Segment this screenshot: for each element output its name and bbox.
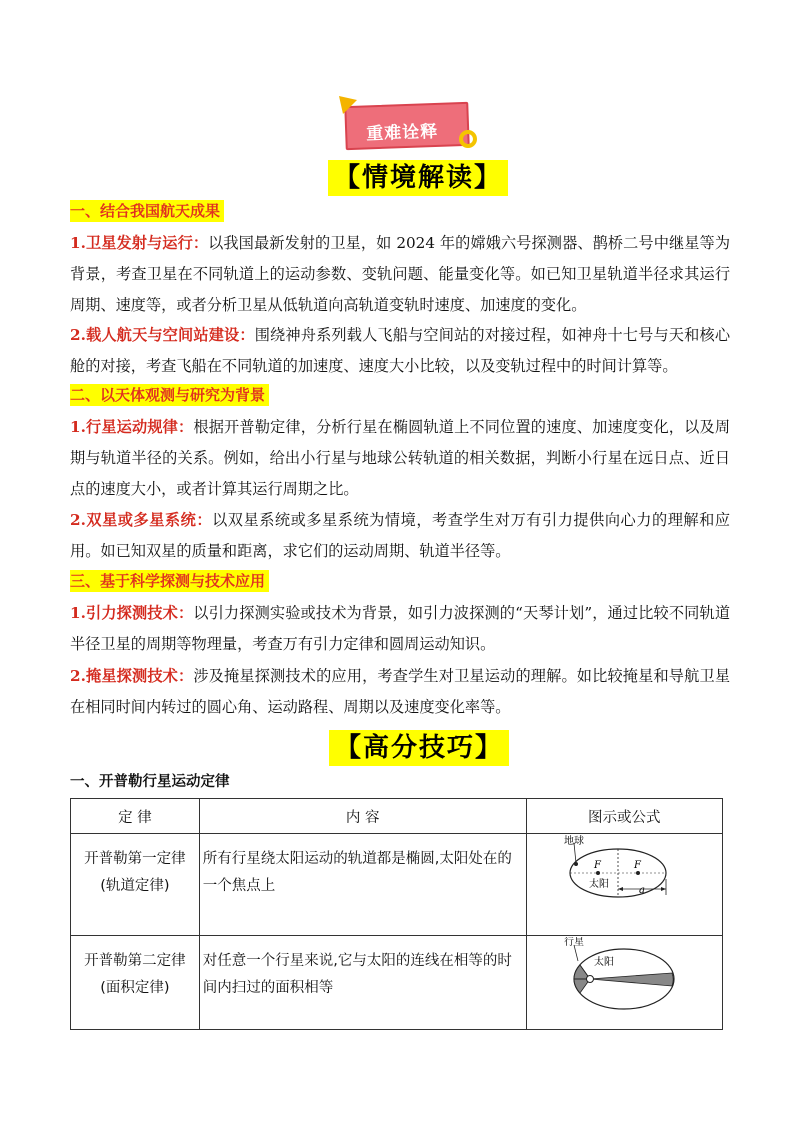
paragraph-lead: 2.载人航天与空间站建设： (70, 326, 255, 344)
paragraph-text: 以引力探测实验或技术为背景，如引力波探测的“天琴计划”，通过比较不同轨道半径卫星的周期等物理量，考查万有引力定律和圆周运动知识。 (70, 604, 731, 653)
law-name-cell (71, 936, 200, 1030)
section-heading-3: 三、基于科学探测与技术应用 (70, 570, 269, 592)
header-content: 内 容 (199, 799, 526, 834)
paragraph-text: 根据开普勒定律，分析行星在椭圆轨道上不同位置的速度、加速度变化，以及周期与轨道半径的关系。例如，给出小行星与地球公转轨道的相关数据，判断小行星在远日点、近日点的速度大小，或者计算其运行周期之比。 (70, 418, 731, 498)
law-alias: (面积定律) (100, 980, 170, 996)
law-name-cell (71, 834, 200, 936)
paragraph-planet-motion (70, 412, 730, 505)
law-content: 对任意一个行星来说,它与太阳的连线在相等的时间内扫过的面积相等 (199, 936, 526, 1030)
table-row (71, 834, 723, 936)
header-law: 定 律 (71, 799, 200, 834)
paragraph-lead: 1.行星运动规律： (70, 418, 194, 436)
ellipse-orbit-diagram (564, 835, 684, 903)
table-header-row (71, 799, 723, 834)
paragraph-occultation (70, 661, 730, 723)
section-heading-1: 一、结合我国航天成果 (70, 200, 224, 222)
paragraph-gravity-detection (70, 598, 730, 660)
paragraph-binary-star (70, 505, 730, 567)
paragraph-text: 以我国最新发射的卫星，如 2024 年的嫦娥六号探测器、鹊桥二号中继星等为背景，考查卫星在不同轨道上的运动参数、变轨问题、能量变化等。如已知卫星轨道半径求其运行周期、速度等，或者分析卫星从低轨道向高轨道变轨时速度、加速度的变化。 (70, 234, 731, 314)
paragraph-lead: 2.掩星探测技术： (70, 667, 194, 685)
paragraph-text: 以双星系统或多星系统为情境，考查学生对万有引力提供向心力的理解和应用。如已知双星的质量和距离，求它们的运动周期、轨道半径等。 (70, 511, 731, 560)
paragraph-manned-spaceflight (70, 320, 730, 382)
label-planet: 行星 (564, 937, 585, 948)
area-law-diagram (564, 937, 684, 1013)
title-scenario-reading: 【情境解读】 (328, 160, 508, 196)
law-name: 开普勒第二定律 (84, 953, 186, 969)
law-name: 开普勒第一定律 (84, 851, 186, 867)
law-alias: (轨道定律) (100, 878, 170, 894)
section-badge (339, 96, 477, 154)
header-figure: 图示或公式 (526, 799, 722, 834)
label-focus-1: F (594, 860, 602, 871)
kepler-laws-table (70, 798, 723, 1030)
ring-icon (457, 128, 479, 150)
table-row (71, 936, 723, 1030)
badge-label: 重难诠释 (365, 121, 439, 145)
title-high-score-tips: 【高分技巧】 (329, 730, 509, 766)
law-figure-cell (526, 936, 722, 1030)
law-content: 所有行星绕太阳运动的轨道都是椭圆,太阳处在的一个焦点上 (199, 834, 526, 936)
label-earth: 地球 (564, 836, 585, 847)
paragraph-text: 涉及掩星探测技术的应用，考查学生对卫星运动的理解。如比较掩星和导航卫星在相同时间内转过的圆心角、运动路程、周期以及速度变化率等。 (70, 667, 731, 716)
label-semi-major-axis: a (639, 885, 646, 896)
paragraph-lead: 1.引力探测技术： (70, 604, 194, 622)
paragraph-lead: 2.双星或多星系统： (70, 511, 213, 529)
kepler-laws-heading: 一、开普勒行星运动定律 (70, 774, 230, 790)
corner-flag-icon (339, 96, 359, 116)
paragraph-lead: 1.卫星发射与运行： (70, 234, 209, 252)
paragraph-satellite-launch (70, 228, 730, 321)
paragraph-text: 围绕神舟系列载人飞船与空间站的对接过程，如神舟十七号与天和核心舱的对接，考查飞船在不同轨道的加速度、速度大小比较，以及变轨过程中的时间计算等。 (70, 326, 731, 375)
label-focus-2: F (634, 860, 642, 871)
label-sun: 太阳 (594, 957, 615, 968)
section-heading-2: 二、以天体观测与研究为背景 (70, 384, 269, 406)
badge-box (344, 102, 469, 150)
label-sun: 太阳 (589, 879, 610, 890)
law-figure-cell (526, 834, 722, 936)
